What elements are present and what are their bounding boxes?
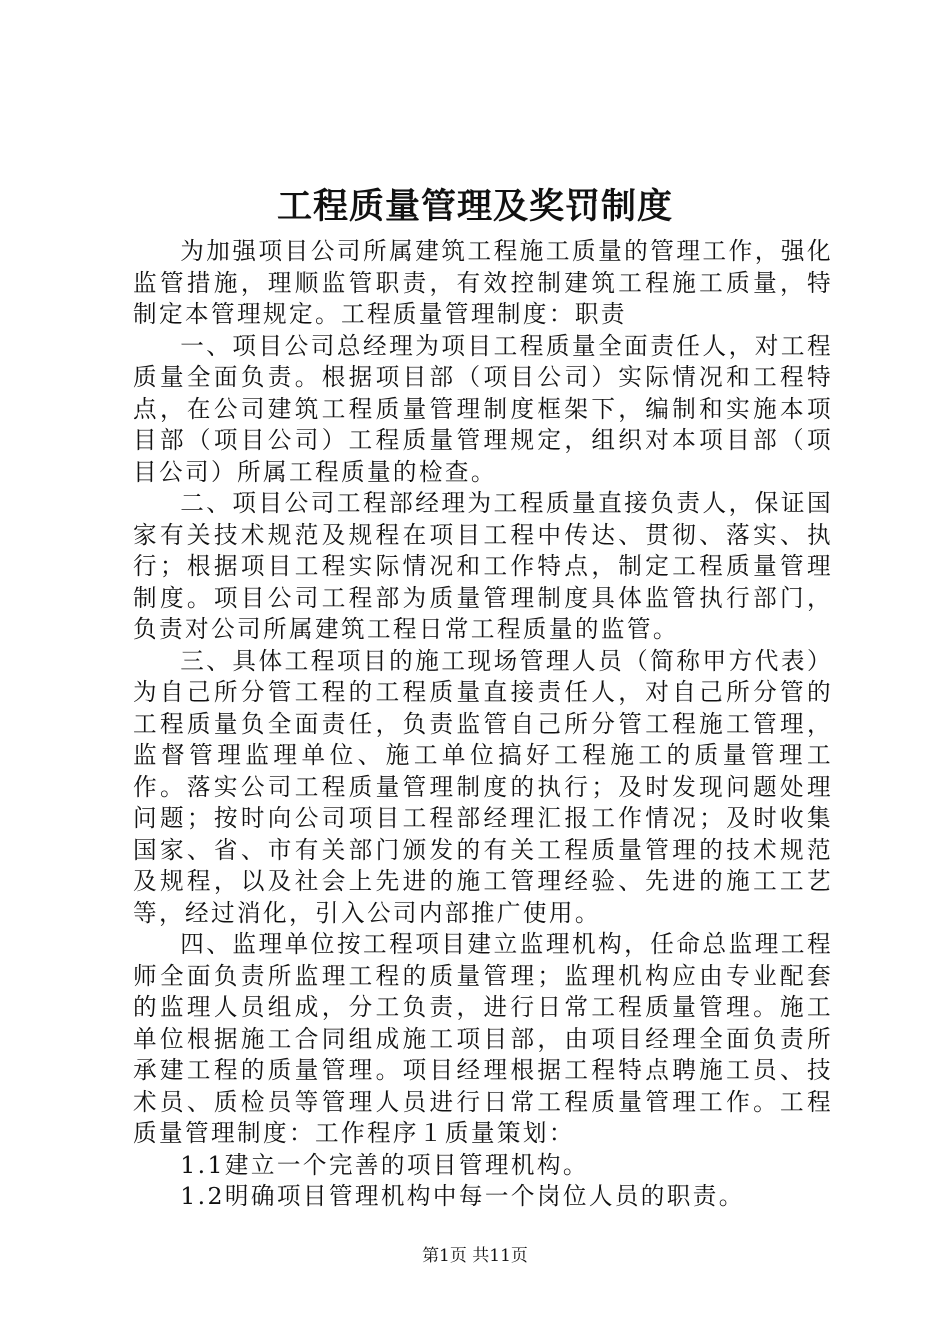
paragraph-intro: 为加强项目公司所属建筑工程施工质量的管理工作，强化监管措施，理顺监管职责，有效控制建筑工程施工质量，特制定本管理规定。工程质量管理制度：职责 (133, 237, 833, 328)
paragraph-four: 四、监理单位按工程项目建立监理机构，任命总监理工程师全面负责所监理工程的质量管理；监理机构应由专业配套的监理人员组成，分工负责，进行日常工程质量管理。施工单位根据施工合同组成施工项目部，由项目经理全面负责所承建工程的质量管理。项目经理根据工程特点聘施工员、技术员、质检员等管理人员进行日常工程质量管理工作。工程质量管理制度：工作程序１质量策划： (133, 930, 833, 1147)
paragraph-one: 一、项目公司总经理为项目工程质量全面责任人，对工程质量全面负责。根据项目部（项目公司）实际情况和工程特点，在公司建筑工程质量管理制度框架下，编制和实施本项目部（项目公司）工程质量管理规定，组织对本项目部（项目公司）所属工程质量的检查。 (133, 331, 833, 486)
paragraph-three: 三、具体工程项目的施工现场管理人员（简称甲方代表）为自己所分管工程的工程质量直接责任人，对自己所分管的工程质量负全面责任，负责监管自己所分管工程施工管理，监督管理监理单位、施工单位搞好工程施工的质量管理工作。落实公司工程质量管理制度的执行；及时发现问题处理问题；按时向公司项目工程部经理汇报工作情况；及时收集国家、省、市有关部门颁发的有关工程质量管理的技术规范及规程，以及社会上先进的施工管理经验、先进的施工工艺等，经过消化，引入公司内部推广使用。 (133, 646, 833, 927)
document-body (133, 236, 833, 1213)
paragraph-item-1-2: 1.2明确项目管理机构中每一个岗位人员的职责。 (180, 1182, 745, 1210)
document-title: 工程质量管理及奖罚制度 (276, 186, 673, 227)
paragraph-item-1-1: 1.1建立一个完善的项目管理机构。 (180, 1150, 589, 1179)
page-footer: 第1页 共11页 (422, 1246, 528, 1266)
paragraph-two: 二、项目公司工程部经理为工程质量直接负责人，保证国家有关技术规范及规程在项目工程中传达、贯彻、落实、执行；根据项目工程实际情况和工作特点，制定工程质量管理制度。项目公司工程部为质量管理制度具体监管执行部门，负责对公司所属建筑工程日常工程质量的监管。 (133, 489, 833, 643)
